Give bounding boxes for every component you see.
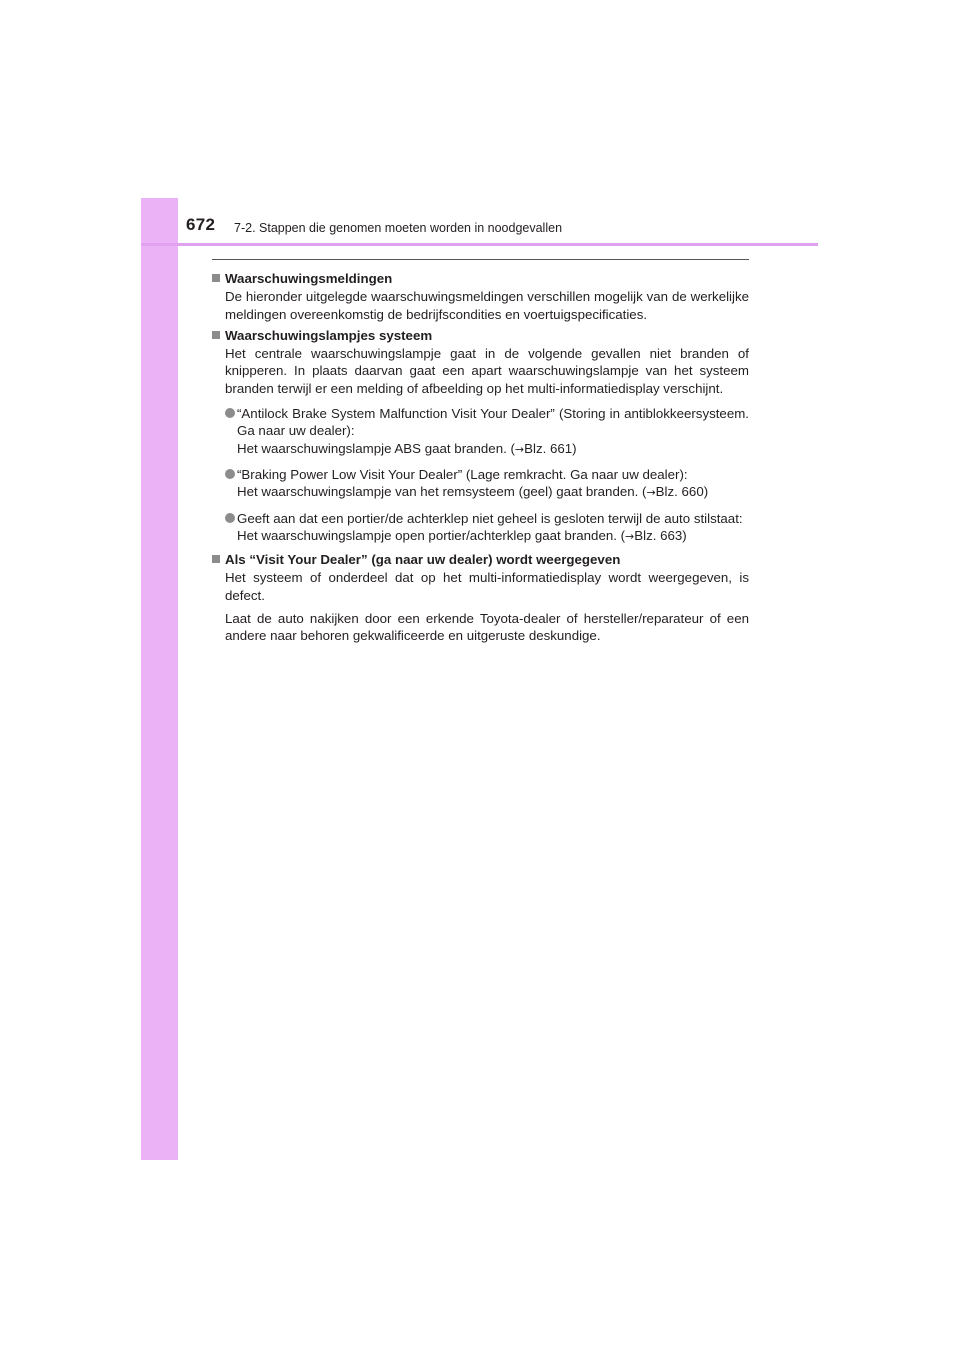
content-top-rule [212,259,749,260]
section-heading [212,270,749,287]
section-heading [212,551,749,568]
square-bullet-icon [212,274,220,282]
square-bullet-icon [212,331,220,339]
paragraph: Laat de auto nakijken door een erkende Toyota-dealer of hersteller/reparateur of een andere naar behoren gekwalificeerde en uitgeruste deskundige. [225,611,749,644]
section-heading [212,327,749,344]
round-bullet-icon [225,408,235,418]
list-item [225,405,749,458]
list-item [225,510,749,546]
list-item [225,466,749,502]
heading-text: Als “Visit Your Dealer” (ga naar uw dealer) wordt weergegeven [225,552,621,568]
heading-text: Waarschuwingsmeldingen [225,271,393,286]
square-bullet-icon [212,555,220,563]
arrow-icon: → [625,529,635,543]
list-item-detail: Het waarschuwingslampje open portier/achterklep gaat branden. (→Blz. 663) [237,527,687,543]
page-number: 672 [186,215,216,234]
heading-text: Waarschuwingslampjes systeem [225,327,433,343]
header-band [141,198,178,244]
list-item-text: Geeft aan dat een portier/de achterklep niet geheel is gesloten terwijl de auto stilstaat: [237,510,743,526]
list-item-detail: Het waarschuwingslampje van het remsysteem (geel) gaat branden. (→Blz. 660) [237,484,709,500]
list-item-text: “Braking Power Low Visit Your Dealer” (Lage remkracht. Ga naar uw dealer): [237,466,688,482]
paragraph: Het systeem of onderdeel dat op het multi-informatiedisplay wordt weergegeven, is defect. [225,570,749,603]
arrow-icon: → [514,442,525,456]
page-content [212,266,749,645]
round-bullet-icon [225,469,235,479]
chapter-sidebar-tab [141,198,178,1160]
paragraph: De hieronder uitgelegde waarschuwingsmeldingen verschillen mogelijk van de werkelijke meldingen overeenkomstig de bedrijfscondities en voertuigspecificaties. [225,289,749,322]
paragraph: Het centrale waarschuwingslampje gaat in de volgende gevallen niet branden of knipperen. In plaats daarvan gaat een apart waarschuwingslampje van het systeem branden terwijl er een melding of afbeelding op het multi-informatiedisplay verschijnt. [225,346,749,396]
round-bullet-icon [225,513,235,523]
list-item-text: “Antilock Brake System Malfunction Visit Your Dealer” (Storing in antiblokkeersysteem. Ga naar uw dealer): [237,406,749,439]
header-rule [141,243,818,246]
list-item-detail: Het waarschuwingslampje ABS gaat branden. (→Blz. 661) [237,440,577,456]
section-title: 7-2. Stappen die genomen moeten worden in noodgevallen [234,221,563,235]
arrow-icon: → [646,486,656,500]
